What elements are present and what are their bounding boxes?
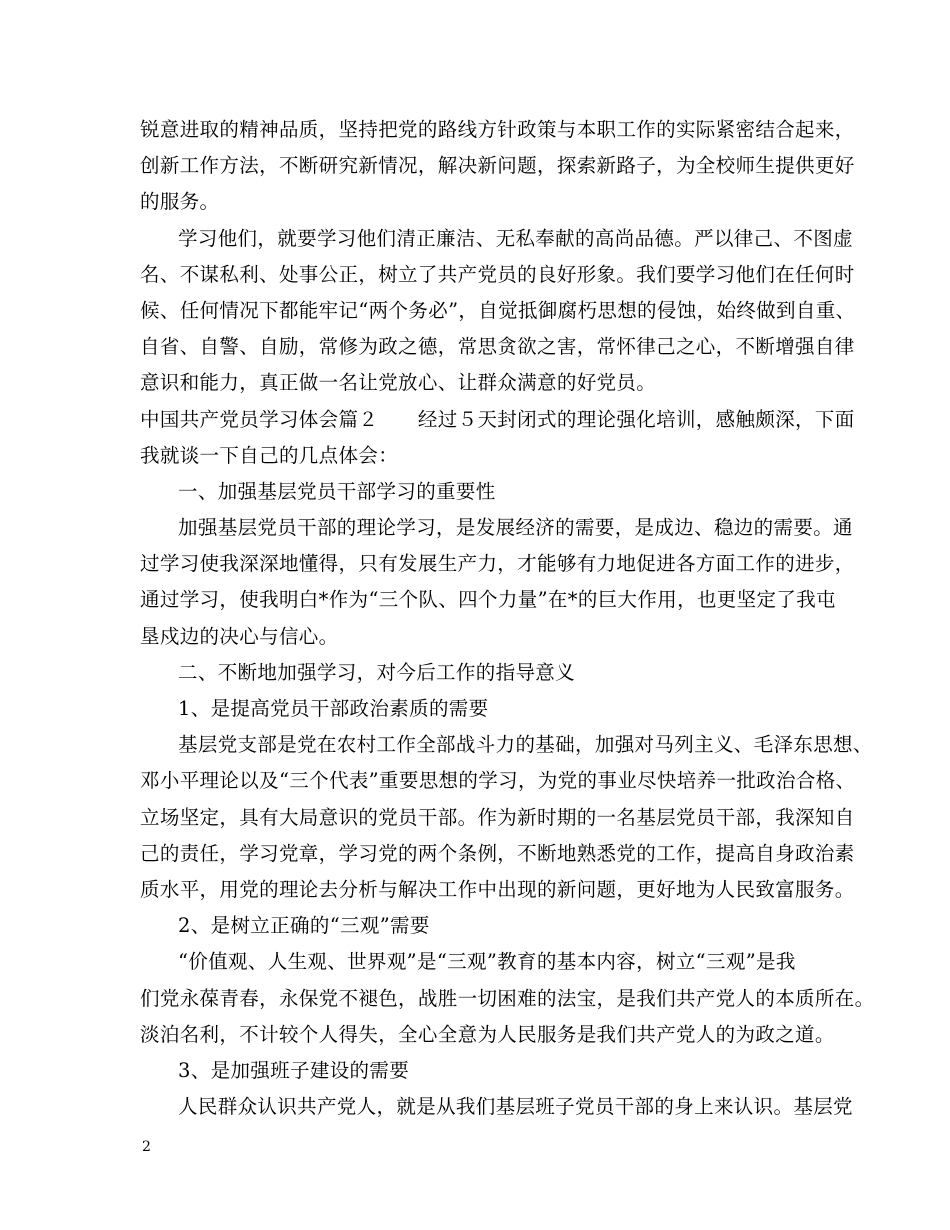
text-line: 淡泊名利，不计较个人得失，全心全意为人民服务是我们共产党人的为政之道。 bbox=[140, 1022, 835, 1046]
text-line: 意识和能力，真正做一名让党放心、让群众满意的好党员。 bbox=[140, 371, 657, 395]
text-line: 人民群众认识共产党人，就是从我们基层班子党员干部的身上来认识。基层党 bbox=[178, 1095, 853, 1119]
text-line: 过学习使我深深地懂得，只有发展生产力，才能够有力地促进各方面工作的进步， bbox=[140, 552, 855, 576]
text-line: 基层党支部是党在农村工作全部战斗力的基础，加强对马列主义、毛泽东思想、 bbox=[178, 733, 873, 757]
text-line: 3、是加强班子建设的需要 bbox=[178, 1058, 410, 1082]
text-line: 创新工作方法，不断研究新情况，解决新问题，探索新路子，为全校师生提供更好 bbox=[140, 154, 855, 178]
text-line: 二、不断地加强学习，对今后工作的指导意义 bbox=[178, 660, 576, 684]
text-line: 垦戍边的决心与信心。 bbox=[140, 624, 339, 648]
text-line: 立场坚定，具有大局意识的党员干部。作为新时期的一名基层党员干部，我深知自 bbox=[140, 805, 855, 829]
page-number: 2 bbox=[142, 1139, 151, 1155]
text-line: 一、加强基层党员干部学习的重要性 bbox=[178, 479, 496, 503]
text-line: 候、任何情况下都能牢记“两个务必”，自觉抵御腐朽思想的侵蚀，始终做到自重、 bbox=[140, 298, 856, 322]
text-line: 的服务。 bbox=[140, 190, 220, 214]
text-line: 质水平，用党的理论去分析与解决工作中出现的新问题，更好地为人民致富服务。 bbox=[140, 877, 855, 901]
text-line: 2、是树立正确的“三观”需要 bbox=[178, 914, 430, 938]
text-line: 中国共产党员学习体会篇２ 经过５天封闭式的理论强化培训，感触颇深，下面 bbox=[140, 407, 855, 431]
text-line: 1、是提高党员干部政治素质的需要 bbox=[178, 697, 489, 720]
text-line: 加强基层党员干部的理论学习，是发展经济的需要，是成边、稳边的需要。通 bbox=[178, 516, 853, 540]
text-line: 们党永葆青春，永保党不褪色，战胜一切困难的法宝，是我们共产党人的本质所在。 bbox=[140, 986, 875, 1010]
text-line: 通过学习，使我明白*作为“三个队、四个力量”在*的巨大作用，也更坚定了我屯 bbox=[140, 588, 836, 612]
text-line: 学习他们，就要学习他们清正廉洁、无私奉献的高尚品德。严以律己、不图虚 bbox=[178, 226, 853, 250]
text-line: “价值观、人生观、世界观”是“三观”教育的基本内容，树立“三观”是我 bbox=[178, 950, 796, 974]
document-body bbox=[140, 112, 875, 1125]
text-line: 自省、自警、自励，常修为政之德，常思贪欲之害，常怀律己之心，不断增强自律 bbox=[140, 335, 855, 359]
text-line: 锐意进取的精神品质，坚持把党的路线方针政策与本职工作的实际紧密结合起来， bbox=[140, 118, 855, 141]
text-line: 名、不谋私利、处事公正，树立了共产党员的良好形象。我们要学习他们在任何时 bbox=[140, 262, 855, 286]
text-line: 我就谈一下自己的几点体会： bbox=[140, 443, 399, 467]
text-line: 己的责任，学习党章，学习党的两个条例，不断地熟悉党的工作，提高自身政治素 bbox=[140, 841, 855, 865]
text-line: 邓小平理论以及“三个代表”重要思想的学习，为党的事业尽快培养一批政治合格、 bbox=[140, 769, 856, 793]
